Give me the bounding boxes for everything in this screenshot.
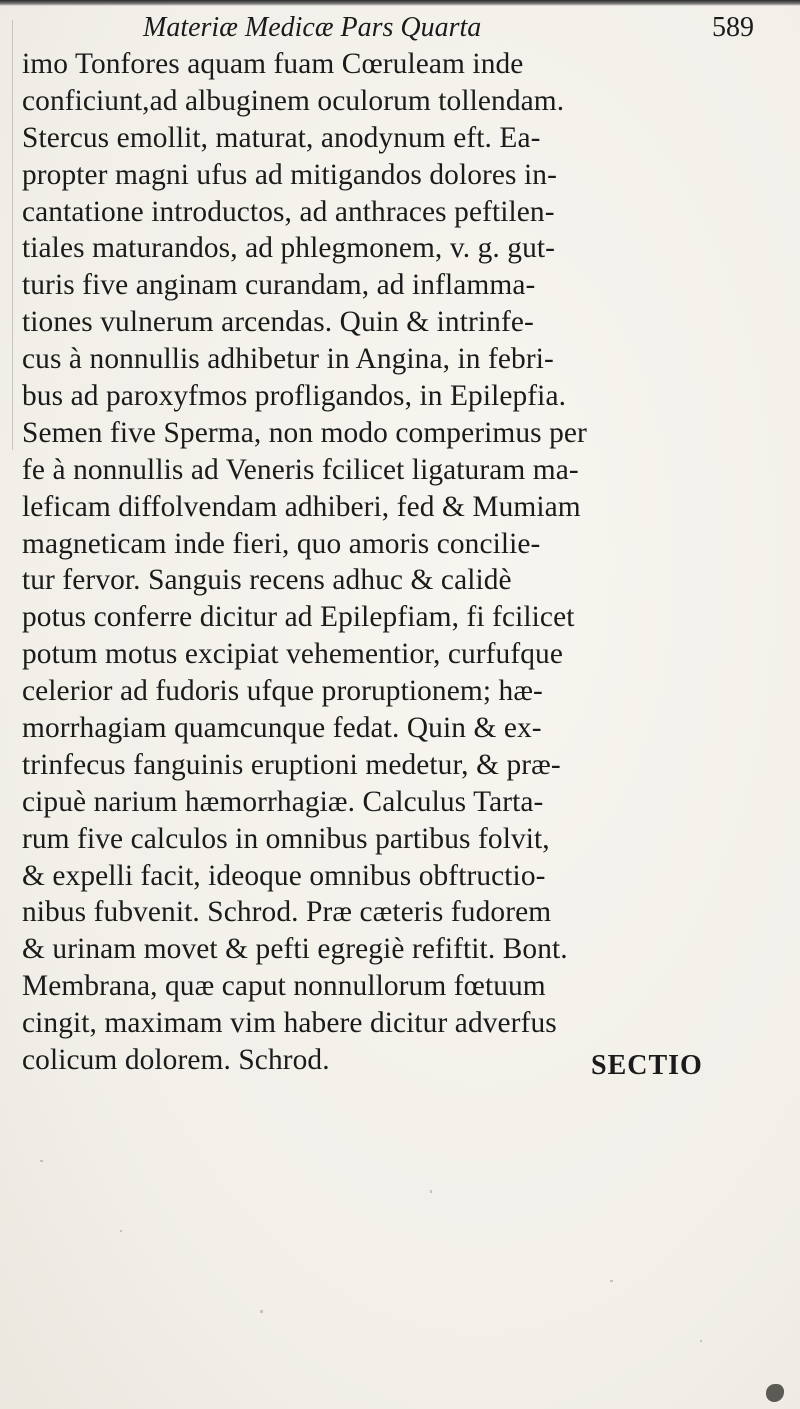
text-line: bus ad paroxyfmos profligandos, in Epilepfia.: [22, 380, 567, 413]
text-line: morrhagiam quamcunque fedat. Quin & ex-: [22, 712, 542, 745]
text-line: leficam diffolvendam adhiberi, fed & Mumiam: [22, 490, 581, 523]
text-line: cus à nonnullis adhibetur in Angina, in febri-: [22, 343, 554, 376]
text-line: fe à nonnullis ad Veneris fcilicet ligaturam ma-: [22, 453, 579, 486]
text-line: tiales maturandos, ad phlegmonem, v. g. gut-: [22, 232, 556, 265]
text-line: propter magni ufus ad mitigandos dolores in-: [22, 158, 557, 191]
paper-speck: [120, 1230, 122, 1232]
paper-speck: [40, 1160, 43, 1162]
text-line: & expelli facit, ideoque omnibus obftructio-: [22, 859, 546, 892]
text-line: colicum dolorem. Schrod.: [22, 1044, 330, 1077]
page-number: 589: [712, 12, 754, 43]
text-line: tur fervor. Sanguis recens adhuc & calidè: [22, 564, 512, 597]
margin-rule: [12, 20, 13, 450]
paper-speck: [260, 1310, 263, 1313]
text-line: cingit, maximam vim habere dicitur adverfus: [22, 1007, 557, 1040]
text-line: magneticam inde fieri, quo amoris concilie-: [22, 527, 541, 560]
text-line: cantatione introductos, ad anthraces peftilen-: [22, 195, 555, 228]
text-line: Semen five Sperma, non modo comperimus per: [22, 416, 587, 449]
text-line: rum five calculos in omnibus partibus folvit,: [22, 822, 550, 855]
body-text: [22, 46, 792, 1079]
text-line: potum motus excipiat vehementior, curfufque: [22, 638, 563, 671]
text-line: imo Tonfores aquam fuam Cœruleam inde: [22, 48, 524, 80]
text-line: turis five anginam curandam, ad inflamma-: [22, 269, 536, 302]
text-line: potus conferre dicitur ad Epilepfiam, fi fcilicet: [22, 601, 575, 634]
text-line: Stercus emollit, maturat, anodynum eft. Ea-: [22, 121, 541, 154]
text-line: Membrana, quæ caput nonnullorum fœtuum: [22, 970, 546, 1003]
running-head: Materiæ Medicæ Pars Quarta: [143, 12, 482, 43]
page-header: [0, 10, 800, 46]
paper-speck: [430, 1190, 432, 1193]
text-line: tiones vulnerum arcendas. Quin & intrinfe-: [22, 306, 534, 339]
text-line: cipuè narium hæmorrhagiæ. Calculus Tarta-: [22, 785, 544, 818]
page-top-edge: [0, 0, 800, 6]
text-line: celerior ad fudoris ufque proruptionem; hæ-: [22, 675, 543, 708]
paper-speck: [700, 1340, 702, 1342]
ink-blot: [766, 1384, 784, 1402]
text-line: trinfecus fanguinis eruptioni medetur, & præ-: [22, 748, 561, 781]
text-line: conficiunt,ad albuginem oculorum tollendam.: [22, 84, 565, 117]
text-line: & urinam movet & pefti egregiè refiftit. Bont.: [22, 933, 568, 966]
text-line: nibus fubvenit. Schrod. Præ cæteris fudorem: [22, 896, 552, 929]
paper-speck: [610, 1280, 613, 1282]
catchword: SECTIO: [591, 1050, 703, 1081]
